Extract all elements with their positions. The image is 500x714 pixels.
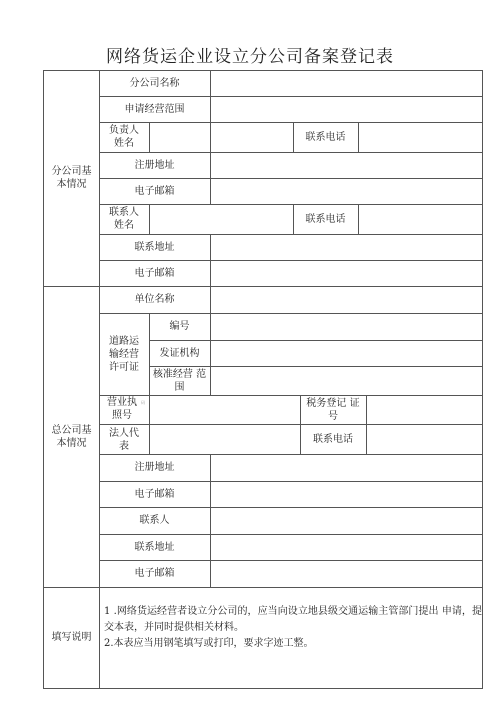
col-divider	[210, 70, 211, 152]
col-divider	[149, 122, 150, 152]
instructions-text	[104, 604, 482, 652]
label-email: 电子邮箱	[134, 568, 175, 579]
label-issuing-org: 发证机构	[159, 347, 200, 359]
col-divider	[210, 286, 211, 395]
instruction-line-1: 1 .网络货运经营者设立分公司的，应当向设立地县级交通运输主管部门提出 申请，提交本表，并同时提供相关材料。	[104, 606, 482, 633]
label-reg-address: 注册地址	[134, 159, 175, 171]
form-title: 网络货运企业设立分公司备案登记表	[106, 47, 394, 67]
label-permit-number: 编号	[169, 321, 190, 332]
label-tax-registration: 税务登记 证号	[306, 397, 360, 422]
label-email: 电子邮箱	[134, 267, 175, 279]
col-divider	[99, 587, 100, 688]
section-divider	[43, 587, 483, 588]
table-border-bottom	[43, 688, 483, 689]
label-reg-address: 注册地址	[134, 462, 175, 473]
col-divider	[366, 395, 367, 454]
row-divider	[99, 122, 483, 123]
label-unit-name: 单位名称	[134, 294, 175, 305]
col-divider	[149, 204, 150, 234]
label-email: 电子邮箱	[134, 488, 175, 500]
label-contact-address: 联系地址	[134, 241, 175, 253]
instruction-line-2: 2.本表应当用钢笔填写或打印，要求字迹工整。	[104, 638, 314, 649]
label-phone: 联系电话	[305, 131, 346, 143]
label-business-license	[99, 395, 149, 424]
label-phone: 联系电话	[313, 433, 353, 445]
label-contact-address: 联系地址	[134, 541, 175, 553]
col-divider	[210, 454, 211, 587]
label-business-scope: 申请经营范围	[124, 103, 185, 115]
table-border-right	[482, 70, 483, 688]
col-divider	[358, 122, 359, 152]
section-label-hq: 总公司基 本情况	[51, 424, 92, 449]
row-divider	[99, 424, 483, 425]
label-contact: 联系人	[139, 515, 170, 526]
label-approved-scope: 核准经营 范围	[152, 368, 207, 393]
section-label-branch: 分公司基 本情况	[51, 166, 92, 190]
tiny-mark: 码	[141, 400, 145, 405]
col-divider	[210, 234, 211, 286]
label-branch-name: 分公司名称	[129, 77, 180, 89]
row-divider	[99, 395, 483, 396]
label-contact-name: 联系人 姓名	[109, 207, 139, 231]
label-phone: 联系电话	[305, 213, 346, 225]
label-instructions: 填写说明	[51, 632, 92, 643]
label-transport-permit: 道路运 输经营 许可证	[109, 335, 139, 373]
row-divider	[99, 204, 483, 205]
col-divider	[210, 152, 211, 204]
business-license-text: 营业执 照号	[107, 397, 137, 421]
label-manager-name: 负责人 姓名	[109, 125, 139, 149]
label-email: 电子邮箱	[134, 185, 175, 197]
col-divider	[358, 204, 359, 234]
label-legal-rep: 法人代 表	[109, 428, 139, 452]
